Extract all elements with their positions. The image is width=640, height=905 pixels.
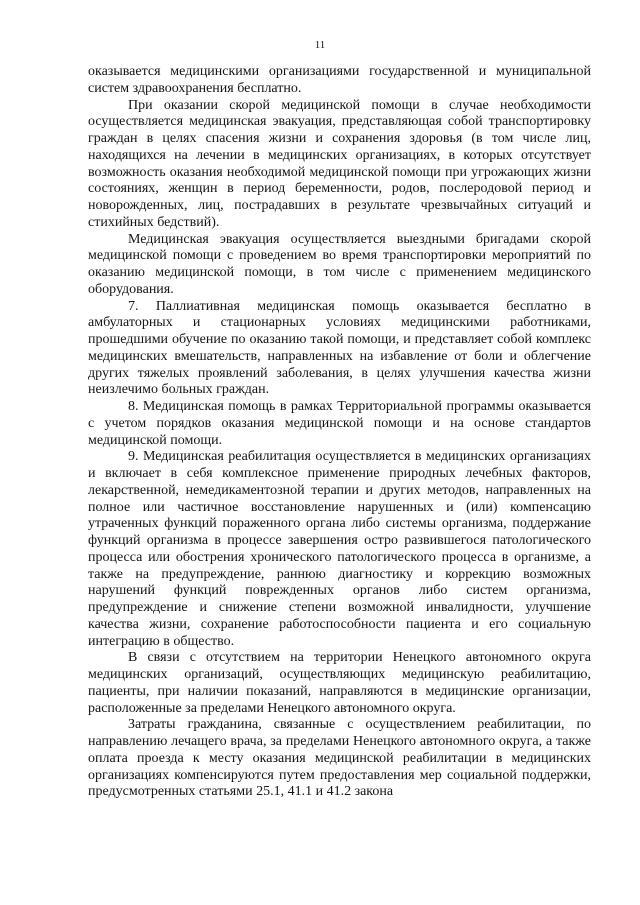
paragraph-item-9-rehabilitation: 9. Медицинская реабилитация осуществляется в медицинских организациях и включает в себя комплексное применение природных лечебных факторов, лекарственной, немедикаментозной терапии и других методов, направленных на полное или частичное восстановление нарушенных и (или) компенсацию утраченных функций пораженного органа либо системы организма, поддержание функций организма в процессе завершения остро развившегося патологического процесса или обострения хронического патологического процесса в организме, а также на предупреждение, раннюю диагностику и коррекцию возможных нарушений функций поврежденных органов либо систем организма, предупреждение и снижение степени возможной инвалидности, улучшение качества жизни, сохранение работоспособности пациента и его социальную интеграцию в общество. xyxy=(88,449,591,649)
paragraph-emergency-evacuation: При оказании скорой медицинской помощи в случае необходимости осуществляется медицинская эвакуация, представляющая собой транспортировку граждан в целях спасения жизни и сохранения здоровья (в том числе лиц, находящихся на лечении в медицинских организациях, в которых отсутствует возможность оказания необходимой медицинской помощи при угрожающих жизни состояниях, женщин в период беременности, родов, послеродовой период и новорожденных, лиц, пострадавших в результате чрезвычайных ситуаций и стихийных бедствий). xyxy=(88,97,591,230)
paragraph-item-8-care-standards: 8. Медицинская помощь в рамках Территориальной программы оказывается с учетом порядков оказания медицинской помощи и на основе стандартов медицинской помощи. xyxy=(88,399,591,448)
paragraph-rehabilitation-costs: Затраты гражданина, связанные с осуществлением реабилитации, по направлению лечащего врача, за пределами Ненецкого автономного округа, а также оплата проезда к месту оказания медицинской реабилитации в медицинских организациях компенсируются путем предоставления мер социальной поддержки, предусмотренных статьями 25.1, 41.1 и 41.2 закона xyxy=(88,717,591,800)
paragraph-item-7-palliative-care: 7. Паллиативная медицинская помощь оказывается бесплатно в амбулаторных и стационарных условиях медицинскими работниками, прошедшими обучение по оказанию такой помощи, и представляет собой комплекс медицинских вмешательств, направленных на избавление от боли и облегчение других тяжелых проявлений заболевания, в целях улучшения качества жизни неизлечимо больных граждан. xyxy=(88,298,591,398)
paragraph-continuation: оказывается медицинскими организациями государственной и муниципальной систем здравоохранения бесплатно. xyxy=(88,64,591,96)
document-body xyxy=(88,64,591,801)
page-number: 11 xyxy=(314,39,326,51)
paragraph-rehabilitation-referral: В связи с отсутствием на территории Ненецкого автономного округа медицинских организаций, осуществляющих медицинскую реабилитацию, пациенты, при наличии показаний, направляются в медицинские организации, расположенные за пределами Ненецкого автономного округа. xyxy=(88,650,591,716)
paragraph-evacuation-teams: Медицинская эвакуация осуществляется выездными бригадами скорой медицинской помощи с проведением во время транспортировки мероприятий по оказанию медицинской помощи, в том числе с применением медицинского оборудования. xyxy=(88,231,591,297)
